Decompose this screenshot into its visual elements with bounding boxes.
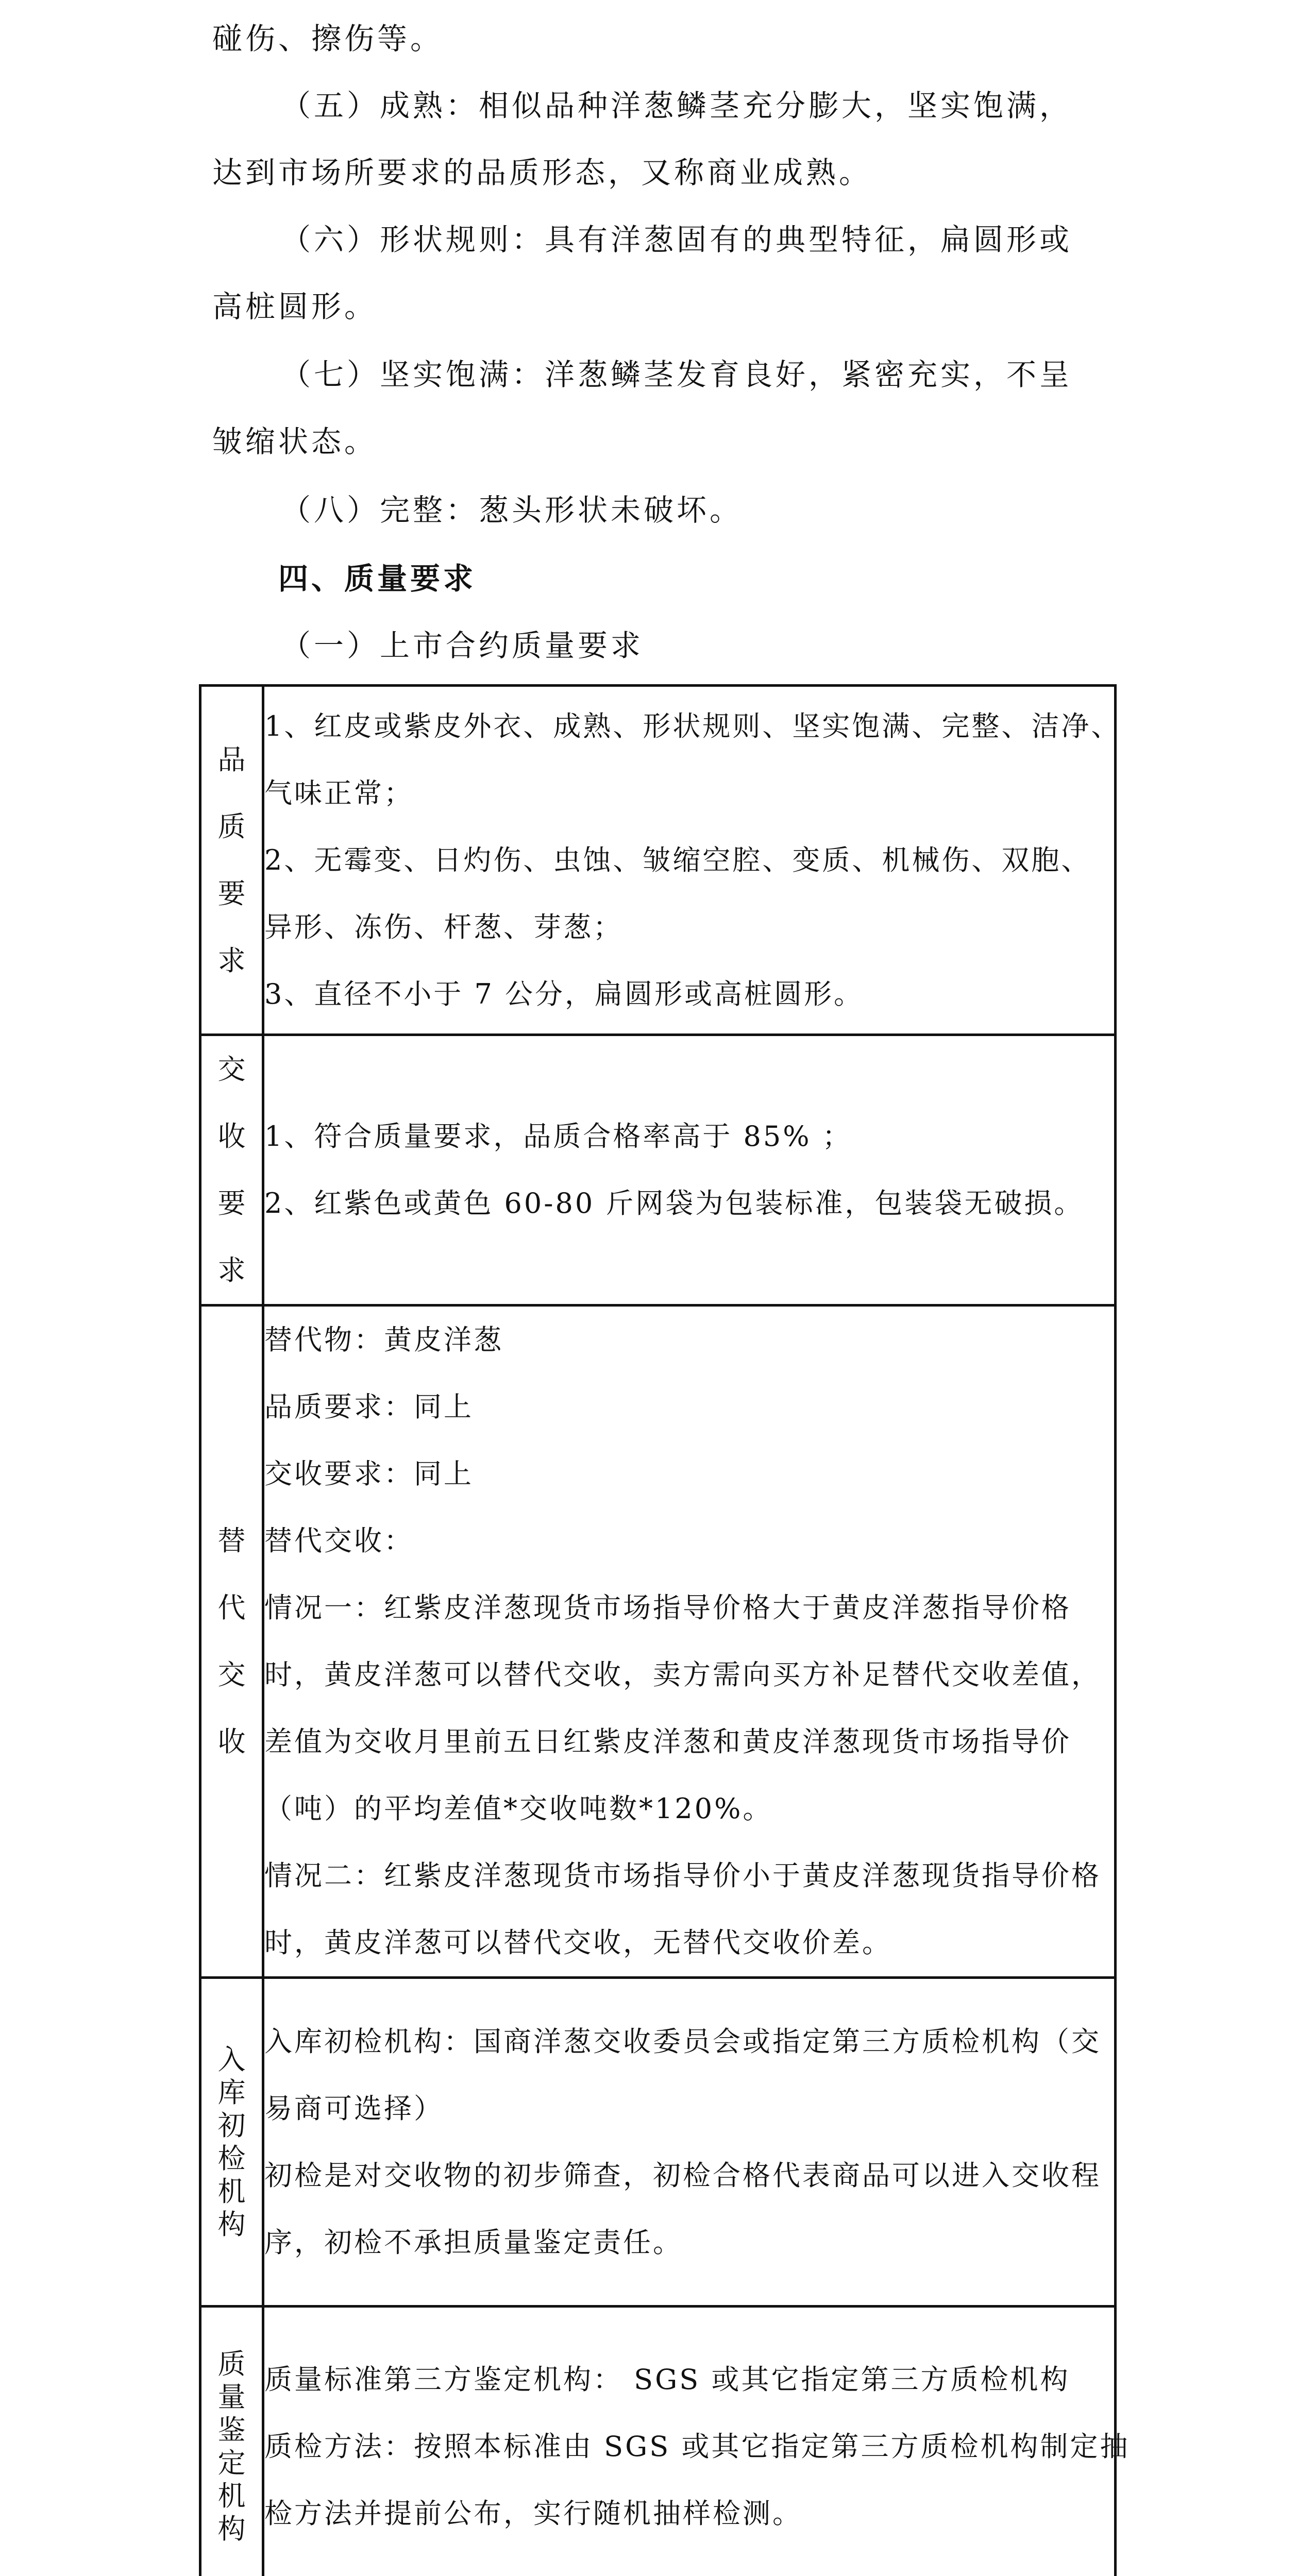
cell-line: 检方法并提前公布，实行随机抽样检测。 [264, 2497, 802, 2530]
cell-line: 1、符合质量要求，品质合格率高于 85% ； [264, 1120, 852, 1153]
header-char: 交 [217, 1053, 246, 1086]
clause-6-shape: （六）形状规则：具有洋葱固有的典型特征，扁圆形或 [281, 222, 1073, 257]
row-header-quality-appraisal-agency [200, 2307, 263, 2576]
header-char: 量 [217, 2381, 246, 2413]
header-char: 入 [217, 2043, 246, 2076]
cell-line: 易商可选择） [264, 2092, 444, 2125]
clause-5-maturity: （五）成熟：相似品种洋葱鳞茎充分膨大，坚实饱满， [281, 88, 1073, 123]
table-row-initial-inspection [200, 1978, 1116, 2307]
header-char: 代 [217, 1591, 246, 1624]
header-char: 定 [217, 2447, 246, 2479]
header-char: 机 [217, 2175, 246, 2208]
body-text-line: 达到市场所要求的品质形态，又称商业成熟。 [212, 155, 872, 190]
header-char: 交 [217, 1658, 246, 1691]
body-text-line: 高桩圆形。 [212, 289, 378, 324]
row-header-quality-requirements [200, 686, 263, 1035]
header-char: 质 [217, 2348, 246, 2380]
cell-line: 异形、冻伤、杆葱、芽葱； [264, 910, 623, 943]
table-row-quality [200, 686, 1116, 1035]
header-char: 替 [217, 1524, 246, 1557]
table-row-quality-appraisal [200, 2307, 1116, 2576]
cell-line: 情况二：红紫皮洋葱现货市场指导价小于黄皮洋葱现货指导价格 [264, 1859, 1101, 1892]
cell-line: 时，黄皮洋葱可以替代交收，无替代交收价差。 [264, 1926, 892, 1959]
header-char: 鉴 [217, 2414, 246, 2446]
header-char: 要 [217, 1187, 246, 1219]
quality-requirements-table [199, 684, 1130, 2576]
header-char: 收 [217, 1725, 246, 1758]
row-content-quality-requirements [263, 686, 1121, 1035]
row-content-delivery-requirements [263, 1035, 1116, 1306]
header-char: 构 [217, 2513, 246, 2545]
cell-line: 差值为交收月里前五日红紫皮洋葱和黄皮洋葱现货市场指导价 [264, 1725, 1071, 1758]
cell-line: 2、红紫色或黄色 60-80 斤网袋为包装标准，包装袋无破损。 [264, 1187, 1084, 1219]
cell-line: 2、无霉变、日灼伤、虫蚀、皱缩空腔、变质、机械伤、双胞、 [264, 843, 1091, 876]
row-content-quality-appraisal-agency [263, 2307, 1130, 2576]
cell-line: 品质要求：同上 [264, 1391, 474, 1423]
header-char: 检 [217, 2142, 246, 2175]
header-char: 初 [217, 2109, 246, 2142]
header-char: 收 [217, 1120, 246, 1153]
cell-line: 初检是对交收物的初步筛查，初检合格代表商品可以进入交收程 [264, 2159, 1101, 2192]
cell-line: 情况一：红紫皮洋葱现货市场指导价格大于黄皮洋葱指导价格 [264, 1591, 1071, 1624]
cell-line: 时，黄皮洋葱可以替代交收，卖方需向买方补足替代交收差值， [264, 1658, 1101, 1691]
cell-line: 序，初检不承担质量鉴定责任。 [264, 2226, 683, 2259]
body-text-line: 皱缩状态。 [212, 424, 378, 459]
table-row-delivery [200, 1035, 1116, 1306]
cell-line: 替代交收： [264, 1524, 414, 1557]
header-char: 求 [217, 1254, 246, 1286]
clause-7-firmness: （七）坚实饱满：洋葱鳞茎发育良好，紧密充实，不呈 [281, 357, 1073, 392]
clause-8-integrity: （八）完整：葱头形状未破坏。 [281, 493, 743, 528]
row-header-delivery-requirements [200, 1035, 263, 1306]
header-char: 求 [217, 944, 246, 977]
cell-line: （吨）的平均差值*交收吨数*120%。 [264, 1792, 773, 1825]
subsection-heading: （一）上市合约质量要求 [281, 628, 644, 663]
header-char: 要 [217, 877, 246, 910]
section-heading: 四、质量要求 [278, 561, 477, 596]
row-content-initial-inspection-agency [263, 1978, 1116, 2307]
header-char: 库 [217, 2076, 246, 2109]
cell-line: 质检方法：按照本标准由 SGS 或其它指定第三方质检机构制定抽 [264, 2430, 1130, 2463]
cell-line: 交收要求：同上 [264, 1458, 474, 1490]
cell-line: 3、直径不小于 7 公分，扁圆形或高桩圆形。 [264, 977, 864, 1010]
body-text-line: 碰伤、擦伤等。 [212, 21, 444, 56]
cell-line: 1、红皮或紫皮外衣、成熟、形状规则、坚实饱满、完整、洁净、 [264, 709, 1121, 742]
header-char: 机 [217, 2480, 246, 2512]
header-char: 构 [217, 2208, 246, 2241]
row-content-substitute-delivery [263, 1306, 1116, 1978]
cell-line: 替代物：黄皮洋葱 [264, 1324, 503, 1356]
cell-line: 入库初检机构：国商洋葱交收委员会或指定第三方质检机构（交 [264, 2025, 1101, 2058]
row-header-initial-inspection-agency [200, 1978, 263, 2307]
row-header-substitute-delivery [200, 1306, 263, 1978]
header-char: 质 [217, 810, 246, 843]
cell-line: 气味正常； [264, 776, 414, 809]
table-row-substitute [200, 1306, 1116, 1978]
cell-line: 质量标准第三方鉴定机构： SGS 或其它指定第三方质检机构 [264, 2363, 1070, 2396]
header-char: 品 [217, 743, 246, 776]
